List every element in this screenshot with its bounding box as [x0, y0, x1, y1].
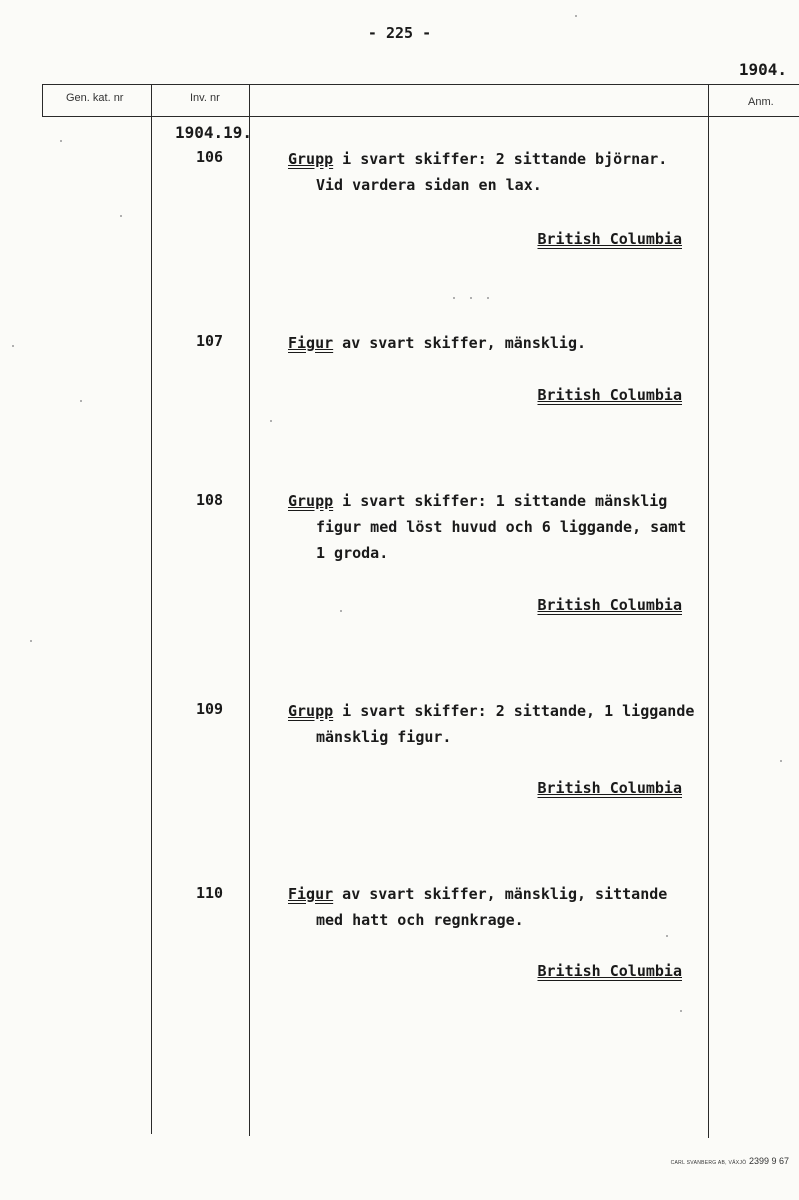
column-header-gen-kat: Gen. kat. nr: [66, 92, 124, 104]
entry-place: British Columbia: [537, 962, 682, 980]
entry-text-line: 1 groda.: [316, 544, 389, 562]
entry-keyword: Grupp: [288, 150, 334, 168]
entry-keyword: Figur: [288, 885, 334, 903]
inventory-number: 110: [196, 884, 224, 902]
column-header-inv: Inv. nr: [190, 92, 220, 104]
year-heading: 1904.: [738, 60, 787, 79]
entry-description: [288, 881, 667, 933]
column-divider-gen-inv: [151, 84, 152, 1134]
entry-description: [288, 330, 586, 356]
inventory-number: 109: [196, 700, 224, 718]
print-code: 2399 9 67: [748, 1156, 789, 1166]
entry-text-line: mänsklig figur.: [316, 728, 452, 746]
page-number: - 225 -: [367, 24, 432, 42]
inventory-number: 107: [196, 332, 224, 350]
column-header-anm: Anm.: [748, 96, 774, 108]
printer-name: CARL SVANBERG AB, VÄXJÖ: [670, 1160, 747, 1166]
entry-description: [288, 488, 686, 566]
inventory-number: 106: [196, 148, 224, 166]
entry-text: i svart skiffer: 2 sittande björnar.: [333, 150, 668, 168]
entry-text-line: Vid vardera sidan en lax.: [316, 176, 542, 194]
series-prefix: 1904.19.: [175, 123, 253, 142]
column-divider-left: [42, 84, 43, 117]
column-divider-inv-desc: [249, 84, 250, 1136]
entry-text: av svart skiffer, mänsklig.: [333, 334, 587, 352]
entry-place: British Columbia: [537, 386, 682, 404]
printer-footer: [671, 1156, 789, 1166]
entry-keyword: Grupp: [288, 702, 334, 720]
entry-text: av svart skiffer, mänsklig, sittande: [333, 885, 668, 903]
entry-place: British Columbia: [537, 596, 682, 614]
entry-description: [288, 146, 667, 198]
entry-keyword: Figur: [288, 334, 334, 352]
entry-text-line: med hatt och regnkrage.: [316, 911, 524, 929]
header-bottom-rule: [42, 116, 799, 117]
entry-description: [288, 698, 694, 750]
entry-place: British Columbia: [537, 230, 682, 248]
entry-text-line: figur med löst huvud och 6 liggande, samt: [316, 518, 687, 536]
column-divider-desc-anm: [708, 84, 709, 1138]
entry-place: British Columbia: [537, 779, 682, 797]
header-top-rule: [42, 84, 799, 85]
entry-text: i svart skiffer: 2 sittande, 1 liggande: [333, 702, 695, 720]
entry-keyword: Grupp: [288, 492, 334, 510]
entry-text: i svart skiffer: 1 sittande mänsklig: [333, 492, 668, 510]
inventory-number: 108: [196, 491, 224, 509]
